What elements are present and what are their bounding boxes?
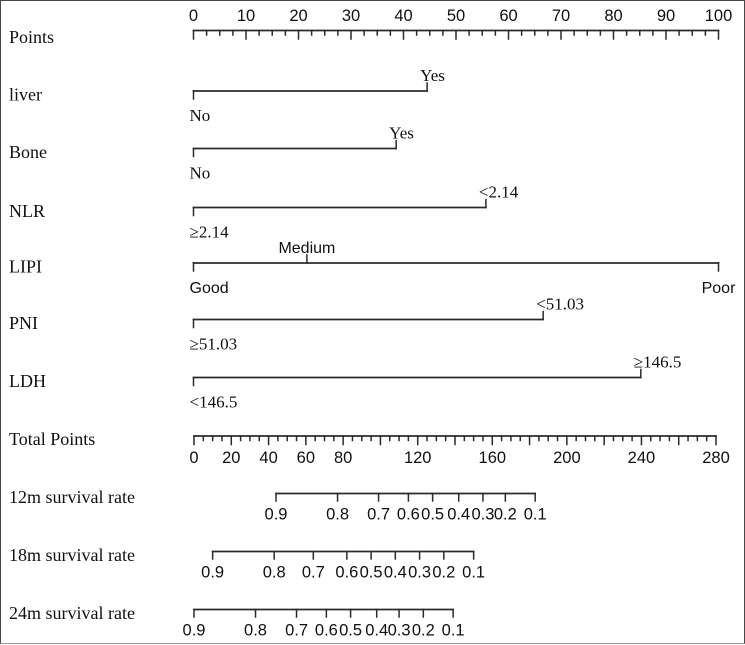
predictor-row-PNI [9, 295, 584, 354]
survival-tick-label: 0.6 [335, 563, 359, 582]
survival-tick-label: 0.1 [462, 563, 486, 582]
survival-tick-label: 0.9 [264, 505, 288, 524]
total-points-tick-label: 240 [627, 449, 656, 467]
row-label-LDH: LDH [9, 371, 46, 391]
survival-axis-row-24m [9, 603, 465, 640]
category-label: Poor [701, 280, 736, 297]
survival-tick-label: 0.7 [367, 505, 391, 524]
category-label: No [189, 106, 211, 125]
total-points-tick-label: 120 [403, 449, 432, 467]
total-points-tick-label: 40 [259, 449, 278, 467]
survival-tick-label: 0.2 [432, 563, 456, 582]
survival-tick-label: 0.9 [201, 563, 225, 582]
survival-tick-label: 0.8 [262, 563, 286, 582]
predictor-row-LIPI [9, 240, 736, 297]
total-points-tick-label: 60 [296, 449, 316, 467]
predictor-row-liver [9, 66, 445, 125]
survival-tick-label: 0.8 [244, 621, 267, 640]
category-label: <2.14 [478, 182, 519, 202]
row-label-liver: liver [9, 84, 42, 105]
row-label-total-points: Total Points [9, 429, 96, 449]
points-tick-label: 100 [704, 7, 733, 25]
category-label: No [189, 163, 211, 183]
points-axis-row [9, 7, 732, 47]
row-label-PNI: PNI [9, 313, 39, 333]
total-points-tick-label: 0 [189, 449, 199, 467]
points-tick-label: 10 [236, 7, 256, 25]
survival-tick-label: 0.5 [421, 505, 445, 524]
row-label-survival: 18m survival rate [9, 545, 135, 565]
nomogram-chart [1, 1, 745, 645]
total-points-tick-label: 200 [553, 449, 581, 467]
row-label-survival: 24m survival rate [9, 603, 135, 623]
category-label: <146.5 [189, 392, 238, 412]
points-tick-label: 20 [289, 7, 308, 25]
points-tick-label: 90 [656, 7, 676, 25]
points-tick-label: 50 [446, 7, 466, 25]
points-tick-label: 60 [499, 7, 518, 25]
row-label-Bone: Bone [9, 142, 47, 162]
survival-tick-label: 0.7 [285, 621, 309, 640]
survival-tick-label: 0.8 [326, 505, 350, 524]
predictor-row-NLR [9, 183, 519, 242]
row-label-points: Points [9, 27, 55, 47]
points-tick-label: 30 [341, 7, 361, 25]
survival-tick-label: 0.5 [339, 621, 363, 640]
row-label-survival: 12m survival rate [9, 487, 135, 507]
row-label-LIPI: LIPI [9, 256, 42, 277]
category-label: ≥146.5 [633, 352, 682, 372]
category-label: ≥2.14 [189, 222, 229, 242]
predictor-row-Bone [9, 124, 414, 183]
category-label: Yes [389, 123, 414, 143]
row-label-NLR: NLR [9, 201, 45, 221]
survival-tick-label: 0.4 [447, 505, 471, 524]
survival-tick-label: 0.1 [441, 621, 465, 640]
survival-axis-row-12m [9, 487, 547, 524]
predictor-row-LDH [9, 353, 681, 412]
points-tick-label: 40 [394, 7, 413, 25]
category-label: Yes [420, 66, 445, 85]
total-points-tick-label: 280 [702, 449, 730, 467]
total-points-tick-label: 160 [478, 449, 507, 467]
survival-tick-label: 0.4 [383, 563, 407, 582]
category-label: Medium [278, 240, 336, 257]
category-label: Good [189, 280, 229, 297]
survival-tick-label: 0.7 [301, 563, 325, 582]
survival-tick-label: 0.3 [408, 563, 432, 582]
survival-tick-label: 0.1 [523, 505, 547, 524]
survival-tick-label: 0.3 [471, 505, 495, 524]
survival-tick-label: 0.3 [387, 621, 411, 640]
survival-tick-label: 0.6 [396, 505, 420, 524]
category-label: <51.03 [536, 294, 584, 314]
category-label: ≥51.03 [189, 334, 238, 354]
survival-tick-label: 0.5 [359, 563, 383, 582]
survival-tick-label: 0.4 [365, 621, 389, 640]
survival-axis-row-18m [9, 545, 485, 582]
survival-tick-label: 0.2 [493, 505, 517, 524]
points-tick-label: 80 [604, 7, 623, 25]
survival-tick-label: 0.2 [411, 621, 435, 640]
points-tick-label: 70 [551, 7, 571, 25]
total-points-axis-row [9, 429, 730, 467]
total-points-tick-label: 80 [333, 449, 353, 467]
total-points-tick-label: 20 [222, 449, 241, 467]
survival-tick-label: 0.9 [182, 621, 206, 640]
points-tick-label: 0 [188, 7, 199, 25]
survival-tick-label: 0.6 [314, 621, 338, 640]
